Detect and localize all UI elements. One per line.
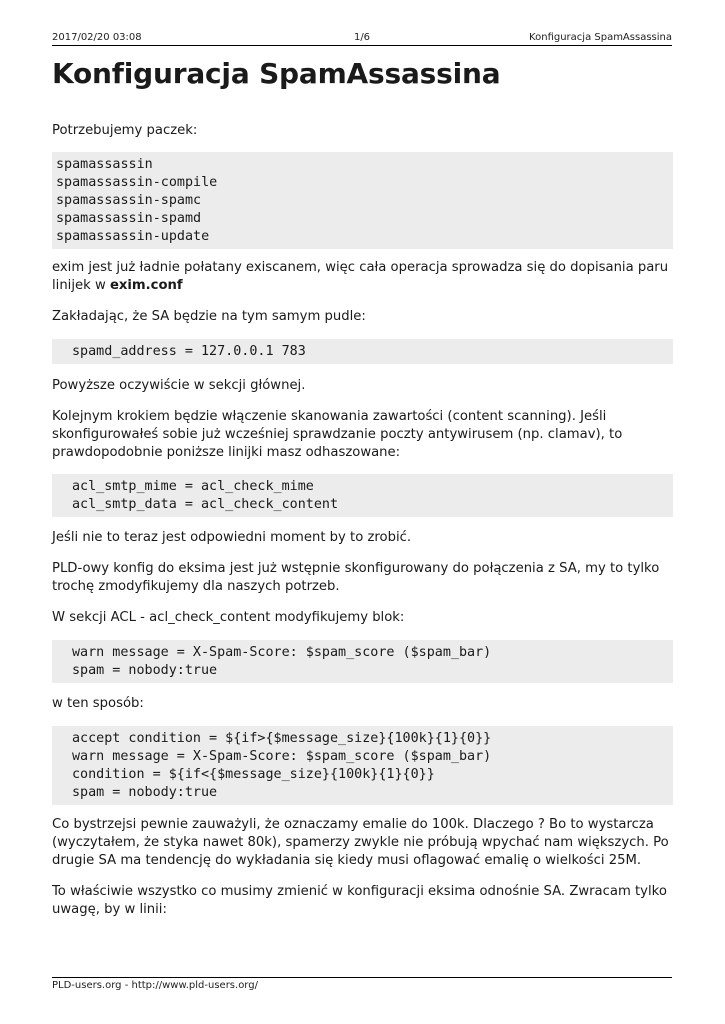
page-footer xyxy=(52,977,672,991)
code-block-original-acl: warn message = X-Spam-Score: $spam_score ($spam_bar) spam = nobody:true xyxy=(52,640,673,683)
paragraph-do-it-now: Jeśli nie to teraz jest odpowiedni moment by to zrobić. xyxy=(52,530,412,545)
exim-conf-filename: exim.conf xyxy=(109,278,183,293)
paragraph-same-host: Zakładając, że SA będzie na tym samym pudle: xyxy=(52,309,366,324)
paragraph-main-section: Powyższe oczywiście w sekcji głównej. xyxy=(52,378,306,393)
page-header xyxy=(52,31,672,46)
paragraph-acl-section: W sekcji ACL - acl_check_content modyfikujemy blok: xyxy=(52,610,405,625)
header-page-number: 1/6 xyxy=(353,32,371,43)
paragraph-packages-intro: Potrzebujemy paczek: xyxy=(52,123,198,138)
paragraph-content-scanning: Kolejnym krokiem będzie włączenie skanowania zawartości (content scanning). Jeśli skonfigurowałeś sobie już wcześniej sprawdzanie poczty antywirusem (np. clamav), to prawdopodobnie poniższe linijki masz odhaszowane: xyxy=(52,409,623,460)
code-block-acl-settings: acl_smtp_mime = acl_check_mime acl_smtp_data = acl_check_content xyxy=(52,474,673,517)
header-doc-title: Konfiguracja SpamAssassina xyxy=(529,32,672,43)
document-body xyxy=(52,56,673,919)
paragraph-exim-intro xyxy=(52,259,673,295)
paragraph-pld-config: PLD-owy konfig do eksima jest już wstępnie skonfigurowany do połączenia z SA, my to tylko trochę zmodyfikujemy dla naszych potrzeb. xyxy=(52,561,660,594)
paragraph-summary: To właściwie wszystko co musimy zmienić w konfiguracji eksima odnośnie SA. Zwracam tylko uwagę, by w linii: xyxy=(52,884,667,917)
paragraph-this-way: w ten sposób: xyxy=(52,696,144,711)
header-datetime: 2017/02/20 03:08 xyxy=(52,32,142,43)
paragraph-size-explanation: Co bystrzejsi pewnie zauważyli, że oznaczamy emalie do 100k. Dlaczego ? Bo to wystarcza (wyczytałem, że styka nawet 80k), spamerzy zwykle nie próbują wpychać nam większych. Po drugie SA ma tendencję do wykładania się kiedy musi oflagować emalię o wielkości 25M. xyxy=(52,817,669,868)
code-block-spamd-address: spamd_address = 127.0.0.1 783 xyxy=(52,339,673,364)
code-block-modified-acl: accept condition = ${if>{$message_size}{100k}{1}{0}} warn message = X-Spam-Score: $spam_score ($spam_bar) condition = ${if<{$message_size}{100k}{1}{0}} spam = nobody:true xyxy=(52,726,673,805)
page-title: Konfiguracja SpamAssassina xyxy=(52,57,501,90)
code-block-packages: spamassassin spamassassin-compile spamassassin-spamc spamassassin-spamd spamassassin-update xyxy=(52,152,673,249)
footer-site-link[interactable]: PLD-users.org - http://www.pld-users.org/ xyxy=(52,980,258,991)
paragraph-exim-text: exim jest już ładnie połatany exiscanem, więc cała operacja sprowadza się do dopisania paru linijek w xyxy=(52,260,669,293)
